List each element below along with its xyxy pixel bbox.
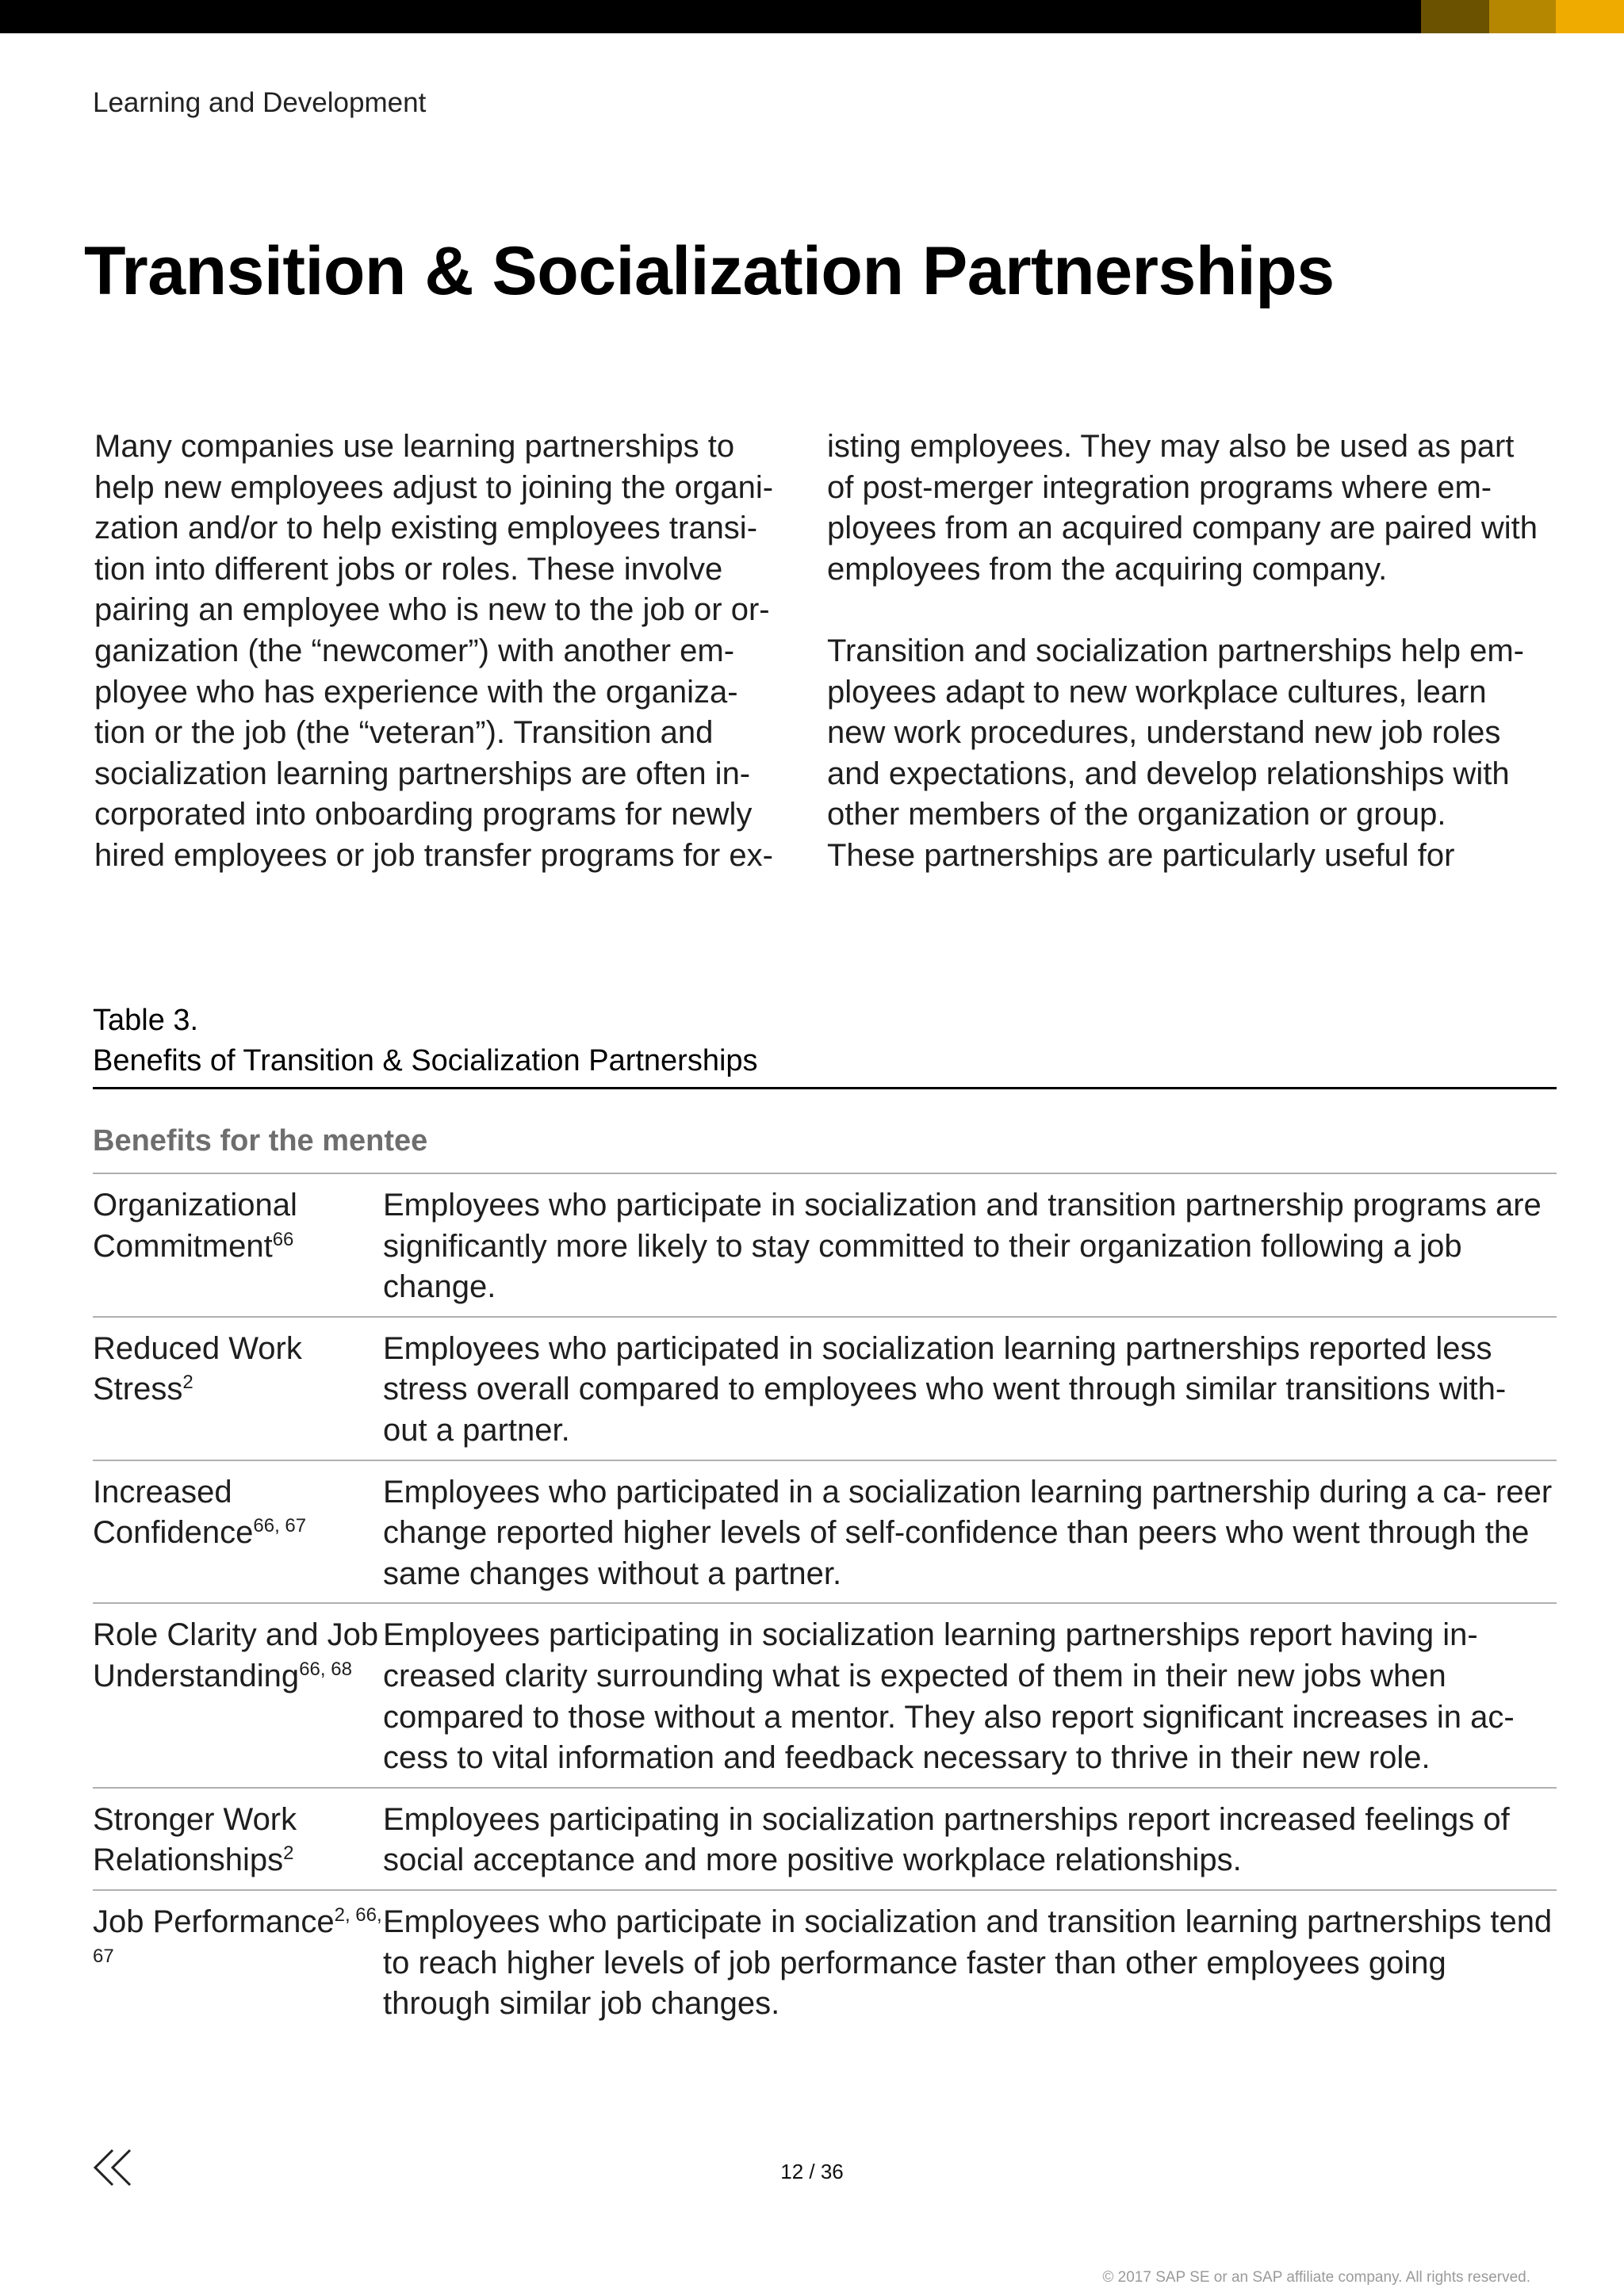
benefit-term: Reduced Work Stress$^2$ — [93, 1330, 302, 1407]
benefit-description: Employees who participate in socialization and transition learning partnerships tend to reach higher levels of job performance faster than other employees going through similar job changes. — [383, 1904, 1553, 2022]
body-paragraph: Transition and socialization partnerships help em- ployees adapt to new workplace cultures, learn new work procedures, understand new job roles and expectations, and develop relationships with other members of the organization or group. These partnerships are particularly useful for — [827, 633, 1524, 873]
benefit-term: Stronger Work Relationships$^2$ — [93, 1801, 297, 1878]
body-column-right — [827, 427, 1541, 877]
benefit-description: Employees who participate in socialization and transition partnership programs are significantly more likely to stay committed to their organization following a job change. — [383, 1188, 1542, 1305]
section-label: Learning and Development — [93, 87, 427, 118]
brand-swatch-dark — [1421, 0, 1489, 33]
benefit-term: Organizational Commitment$^{66}$ — [93, 1188, 297, 1264]
reference-superscript: 66 — [272, 1228, 294, 1250]
body-column-left — [94, 427, 792, 877]
reference-superscript: 66, 68 — [299, 1658, 352, 1680]
brand-swatch-mid — [1489, 0, 1557, 33]
table-row — [93, 1460, 1557, 1603]
benefit-description: Employees who participated in a socialization learning partnership during a ca- reer change reported higher levels of self-confidence than peers who went through the same changes without a partner. — [383, 1474, 1553, 1591]
reference-superscript: 2, 66, 67 — [93, 1904, 382, 1967]
benefit-term: Role Clarity and Job Understanding$^{66, 68}$ — [93, 1617, 379, 1693]
table-row — [93, 1602, 1557, 1786]
table-row — [93, 1316, 1557, 1460]
benefit-description: Employees participating in socialization learning partnerships report having in- creased clarity surrounding what is expected of them in their new jobs when compared to those without a mentor. They also report significant increases in ac- cess to vital information and feedback necessary to thrive in their new role. — [383, 1617, 1515, 1776]
reference-superscript: 66, 67 — [253, 1515, 307, 1537]
reference-superscript: 2 — [182, 1372, 193, 1394]
benefit-description: Employees who participated in socialization learning partnerships reported less stress overall compared to employees who went through similar transitions with- out a partner. — [383, 1330, 1507, 1448]
reference-superscript: 2 — [283, 1843, 294, 1865]
top-brand-bar — [0, 0, 1624, 33]
table-row — [93, 1173, 1557, 1316]
page-indicator: 12 / 36 — [780, 2160, 844, 2183]
benefits-table — [93, 1173, 1557, 2033]
body-paragraph: Many companies use learning partnerships to help new employees adjust to joining the organi- zation and/or to help existing employees transi- tion into different jobs or roles. These involve pairing an employee who is new to the job or or- ganization (the “newcomer”) with another em- ployee who has experience with the organiza- tion or the job (the “veteran”). Transition and socialization learning partnerships are often in- corporated into onboarding programs for newly hired employees or job transfer programs for ex- — [94, 429, 774, 873]
table-caption — [93, 1001, 1557, 1081]
caption-rule — [93, 1087, 1557, 1089]
page-title: Transition & Socialization Partnerships — [84, 233, 1335, 309]
benefit-term: Increased Confidence$^{66, 67}$ — [93, 1474, 307, 1551]
table-title: Benefits of Transition & Socialization Partnerships — [93, 1044, 758, 1077]
benefit-description: Employees participating in socialization partnerships report increased feelings of social acceptance and more positive workplace relationships. — [383, 1801, 1510, 1878]
copyright-notice: © 2017 SAP SE or an SAP affiliate company. All rights reserved. — [1102, 2269, 1530, 2286]
table-row — [93, 1787, 1557, 1889]
table-row — [93, 1889, 1557, 2033]
benefit-term: Job Performance$^{2, 66, 67}$ — [93, 1904, 382, 1967]
table-group-title: Benefits for the mentee — [93, 1124, 428, 1158]
body-paragraph: isting employees. They may also be used as part of post-merger integration programs where em- ployees from an acquired company are paired with employees from the acquiring company. — [827, 429, 1538, 587]
brand-swatch-light — [1556, 0, 1624, 33]
table-number: Table 3. — [93, 1004, 199, 1037]
